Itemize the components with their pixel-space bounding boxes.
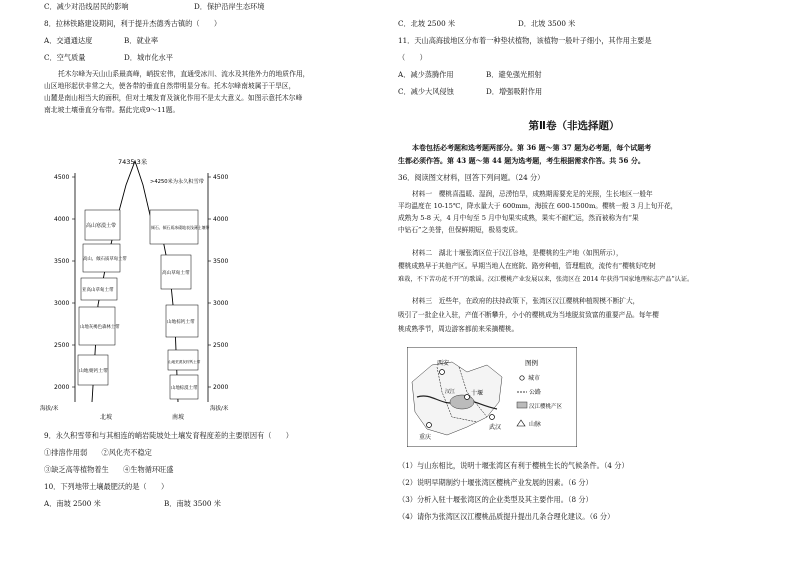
xian-label: 西安 [437,360,450,367]
material-2-line-2: 樱桃成熟早于其他产区。早期当地人在庭院、路旁种植，管理粗放，流传有“樱桃好吃树 [398,262,656,270]
y-tick-label: 4000 [213,216,229,223]
q11-option-c: C．减少大风侵蚀 [398,87,454,96]
q10-option-c: C．北坡 2500 米 [398,19,456,28]
material-1-line-4: 中钻石”之美誉，但保鲜期短，极易变质。 [398,226,522,234]
y-tick-label: 3000 [213,300,229,307]
north-zone-1-label: 高山寒漠土带 [86,223,117,229]
q8-option-c: C．空气质量 [44,53,86,62]
q11-option-a: A．减少蒸腾作用 [398,70,454,79]
q11-paren: （ ） [398,53,427,62]
south-zone-1-label: 倾石、倾石质冰碛地表浅薄土壤带 [151,225,210,230]
q11-option-d: D．增强吸附作用 [486,87,543,96]
q10-option-d: D．北坡 3500 米 [518,19,576,28]
y-tick-label: 3000 [54,300,70,307]
q9-options-1: ①排溶作用弱 ②风化壳不稳定 [44,448,152,457]
q9-options-2: ③缺乏高等植物着生 ④生物循环旺盛 [44,465,174,474]
y-tick-label: 4500 [213,174,229,181]
y-tick-label: 3500 [54,258,70,265]
q10-option-b: B．南坡 3500 米 [164,499,221,508]
question-4: （4）请你为张湾区汉江樱桃品质提升提出几条合理化建议。（6 分） [398,512,615,521]
q10-option-a: A．南坡 2500 米 [44,499,101,508]
city-marker-xian [440,370,445,375]
q8-option-d: D．城市化水平 [124,53,173,62]
legend-road: 公路 [529,389,542,396]
region-map [407,347,577,447]
q11-option-b: B．避免强光照射 [486,70,542,79]
section-note-1: 本卷包括必考题和选考题两部分。第 36 题～第 37 题为必考题，每个试题考 [412,143,652,152]
material-3-line-1: 材料三 近些年，在政府的扶持政策下，张湾区汉江樱桃种植规模不断扩大， [412,297,640,305]
legend-mountain: 山脉 [529,421,542,428]
q9-stem: 9．永久积雪带和与其相连的峭岩陡坡处土壤发育程度差的主要原因有（ ） [44,431,293,440]
north-zone-2-label: 高山、倾石质草甸土带 [83,257,127,262]
legend-title: 图例 [525,359,538,367]
snow-label: >4250米为永久积雪带 [150,179,204,185]
question-2: （2）说明早期制约十堰张湾区樱桃产业发展的因素。（6 分） [398,478,593,487]
legend-area-icon [517,402,527,408]
base-right-label: 海拔/米 [210,406,229,412]
north-zone-4-label: 山地灰褐色森林土带 [80,325,120,330]
y-tick-label: 2000 [213,384,229,391]
q36-stem: 36．阅读图文材料，回答下列问题。（24 分） [398,173,545,182]
legend-city: 城市 [528,375,541,382]
south-zone-3-label: 山地棕钙土带 [167,320,195,325]
south-zone-4-label: 山地荒漠灰棕钙土带 [168,360,201,364]
north-slope-label: 北坡 [100,414,113,421]
q8-option-b: B．就业率 [124,36,159,45]
south-slope-label: 南坡 [172,414,185,421]
y-tick-label: 4000 [54,216,70,223]
q11-stem: 11．天山高海拔地区分布着一种垫状植物，该植物一般叶子细小，其作用主要是 [398,36,652,45]
cherry-area [450,395,474,409]
south-zone-5-label: 山地棕漠土带 [171,386,198,391]
y-tick-label: 2000 [54,384,70,391]
material-1-line-2: 平均温度在 10-15℃，降水量大于 600mm，海拔在 600-1500m。樱桃一般 3 月上旬开花， [398,202,678,210]
material-line-2: 山区地形起伏非常之大，使各带的垂直自然带明显分布。托木尔峰南坡属于干旱区， [44,82,296,90]
question-1: （1）与山东相比，说明十堰张湾区有利于樱桃生长的气候条件。（4 分） [398,461,629,470]
shiyan-label: 十堰 [471,390,484,397]
section-note-2: 生都必须作答。第 43 题～第 44 题为选考题，考生根据需求作答。共 56 分。 [398,156,645,165]
question-3: （3）分析入驻十堰张湾区的企业类型及其主要作用。（8 分） [398,495,593,504]
material-2-line-1: 材料二 湖北十堰张湾区位于汉江谷地，是樱桃的生产地（如图所示）， [412,249,623,257]
y-tick-label: 4500 [54,174,70,181]
material-3-line-2: 吸引了一批企业入驻，产值不断攀升，小小的樱桃成为当地脱贫致富的重要产品。每年樱 [398,311,659,319]
north-zone-5-label: 山地栗钙土带 [79,369,108,374]
city-marker-wuhan [490,415,495,420]
q7-option-c: C．减少对沿线居民的影响 [44,2,129,11]
material-2-line-3: 难栽，不下苦功花不开”的歌谣。汉江樱桃产业发展以来，张湾区在 2014 年获得“国家地理标志产品”认证。 [398,276,694,283]
material-line-3: 山麓是南山相当大的面积，但对土壤发育及演化作用不是太大意义。如图示意托木尔峰 [44,94,303,102]
river-label: 汉江 [445,389,456,395]
base-left-label: 海拔/米 [40,406,59,412]
y-tick-label: 2500 [213,342,229,349]
material-1-line-3: 成熟为 5-8 天，4 月中旬至 5 月中旬果实成熟，果实不耐贮运，然而被称为有“果 [398,214,639,222]
city-marker-chongqing [427,423,432,428]
legend-area: 汉江樱桃产区 [529,404,563,410]
q8-stem: 8．拉林铁路建设期间，利于提升杰德秀古镇的（ ） [44,19,222,28]
soil-zone-diagram [40,155,320,425]
q8-option-a: A．交通通达度 [44,36,93,45]
y-tick-label: 3500 [213,258,229,265]
material-3-line-3: 桃成熟季节，周边游客都前来采摘樱桃。 [398,325,519,333]
section-title: 第Ⅱ卷（非选择题） [528,120,620,132]
chongqing-label: 重庆 [419,434,432,441]
material-line-4: 南北坡土壤垂直分布带。据此完成9～11题。 [44,106,180,114]
legend-city-icon [520,376,524,380]
north-zone-3-label: 亚高山草甸土带 [82,288,114,293]
south-zone-2-label: 高山草甸土带 [162,271,190,276]
wuhan-label: 武汉 [489,424,502,431]
y-tick-label: 2500 [54,342,70,349]
material-1-line-1: 材料一 樱桃喜温暖、湿润，忌涝怕旱，成熟期需要充足的光照，生长地区一般年 [412,190,653,198]
q10-stem: 10．下列地带土壤最肥沃的是（ ） [44,482,169,491]
city-marker-shiyan [465,395,470,400]
material-line-1: 托木尔峰为天山山系最高峰，峭拔宏伟，直通受冰川、流水及其他外力的地质作用， [58,70,310,78]
q7-option-d: D．保护沿岸生态环境 [194,2,265,11]
peak-label: 7435.3米 [118,158,148,166]
